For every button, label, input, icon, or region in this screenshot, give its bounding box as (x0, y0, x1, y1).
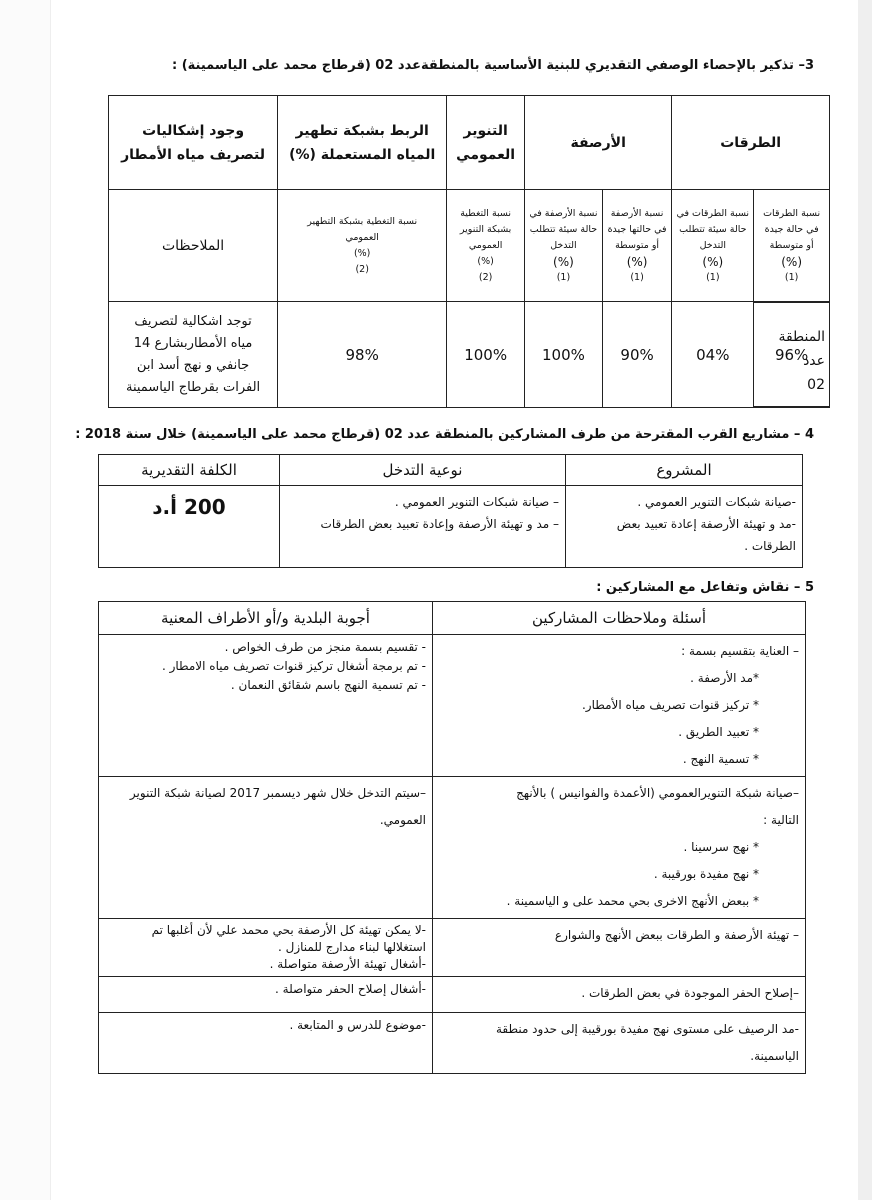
section3-title: 3– تذكير بالإحصاء الوصفي التقديري للبنية الأساسية بالمنطقةعدد 02 (قرطاج محمد على الياسمينة) : (171, 58, 814, 73)
question-cell: – تهيئة الأرصفة و الطرقات ببعض الأنهج والشوارع (433, 919, 806, 977)
value-roads-bad: 04% (672, 302, 754, 408)
scan-edge-left (0, 0, 51, 1200)
question-cell: –صيانة شبكة التنويرالعمومي (الأعمدة والفوانيس ) بالأنهج التالية : * نهج سرسينا . * نهج مفيدة بورقيبة . * ببعض الأنهج الاخرى بحي محمد على و الياسمينة . (433, 777, 806, 919)
header-intervention-type: نوعية التدخل (280, 455, 566, 486)
discussion-table (98, 601, 806, 1074)
subheader-lighting-coverage: نسبة التغطية بشبكة التنوير العمومي (%) (2) (447, 190, 525, 302)
section5-title: 5 – نقاش وتفاعل مع المشاركين : (596, 580, 814, 595)
header-lighting: التنوير العمومي (447, 96, 525, 190)
projects-table (98, 454, 803, 568)
answer-cell: -موضوع للدرس و المتابعة . (99, 1013, 433, 1074)
subheader-notes: الملاحظات (109, 190, 278, 302)
question-cell: -مد الرصيف على مستوى نهج مفيدة بورقيبة إلى حدود منطقة الياسمينة. (433, 1013, 806, 1074)
header-sanitation: الربط بشبكة تطهير المياه المستعملة (%) (278, 96, 447, 190)
intervention-type-cell: – صيانة شبكات التنوير العمومي . – مد و تهيئة الأرصفة وإعادة تعبيد بعض الطرقات (280, 486, 566, 568)
project-cell: -صيانة شبكات التنوير العمومي . -مد و تهيئة الأرصفة إعادة تعبيد بعض الطرقات . (566, 486, 803, 568)
header-project: المشروع (566, 455, 803, 486)
value-roads-good: 96% (754, 302, 830, 408)
header-estimated-cost: الكلفة التقديرية (99, 455, 280, 486)
answer-cell: -أشغال إصلاح الحفر متواصلة . (99, 977, 433, 1013)
question-cell: –إصلاح الحفر الموجودة في بعض الطرقات . (433, 977, 806, 1013)
question-cell: – العناية بتقسيم بسمة : *مد الأرصفة . * تركيز قنوات تصريف مياه الأمطار. * تعبيد الطريق . * تسمية النهج . (433, 635, 806, 777)
subheader-sidewalks-good: نسبة الأرصفة في حالتها جيدة أو متوسطة (%) (1) (602, 190, 672, 302)
scan-edge-right (858, 0, 872, 1200)
value-notes: توجد اشكالية لتصريف مياه الأمطاربشارع 14 جانفي و نهج أسد ابن الفرات بقرطاج الياسمينة (109, 302, 278, 408)
estimated-cost-cell: 200 أ.د (99, 486, 280, 568)
value-lighting: 100% (447, 302, 525, 408)
section4-title: 4 – مشاريع القرب المقترحة من طرف المشاركين بالمنطقة عدد 02 (قرطاج محمد على الياسمينة) خلال سنة 2018 : (75, 427, 814, 442)
header-sidewalks: الأرصفة (525, 96, 672, 190)
subheader-roads-good: نسبة الطرقات في حالة جيدة أو متوسطة (%) (1) (754, 190, 830, 302)
zone-label: المنطقة عدد 02 (754, 302, 830, 407)
value-sanitation: 98% (278, 302, 447, 408)
value-sidewalks-bad: 100% (525, 302, 603, 408)
answer-cell: - تقسيم بسمة منجز من طرف الخواص . - تم برمجة أشغال تركيز قنوات تصريف مياه الامطار . - تم تسمية النهج باسم شقائق النعمان . (99, 635, 433, 777)
subheader-sidewalks-bad: نسبة الأرصفة في حالة سيئة تتطلب التدخل (%) (1) (525, 190, 603, 302)
header-participant-questions: أسئلة وملاحظات المشاركين (433, 602, 806, 635)
header-roads: الطرقات (672, 96, 830, 190)
subheader-sanitation-coverage: نسبة التغطية بشبكة التطهير العمومي (%) (2) (278, 190, 447, 302)
header-municipality-answers: أجوبة البلدية و/أو الأطراف المعنية (99, 602, 433, 635)
answer-cell: –سيتم التدخل خلال شهر ديسمبر 2017 لصيانة شبكة التنوير العمومي. (99, 777, 433, 919)
answer-cell: -لا يمكن تهيئة كل الأرصفة بحي محمد علي لأن أغلبها تم استغلالها لبناء مدارج للمنازل . -أشغال تهيئة الأرصفة متواصلة . (99, 919, 433, 977)
subheader-roads-bad: نسبة الطرقات في حالة سيئة تتطلب التدخل (%) (1) (672, 190, 754, 302)
infrastructure-table (108, 95, 830, 408)
value-sidewalks-good: 90% (602, 302, 672, 408)
header-rainwater: وجود إشكاليات لتصريف مياه الأمطار (109, 96, 278, 190)
